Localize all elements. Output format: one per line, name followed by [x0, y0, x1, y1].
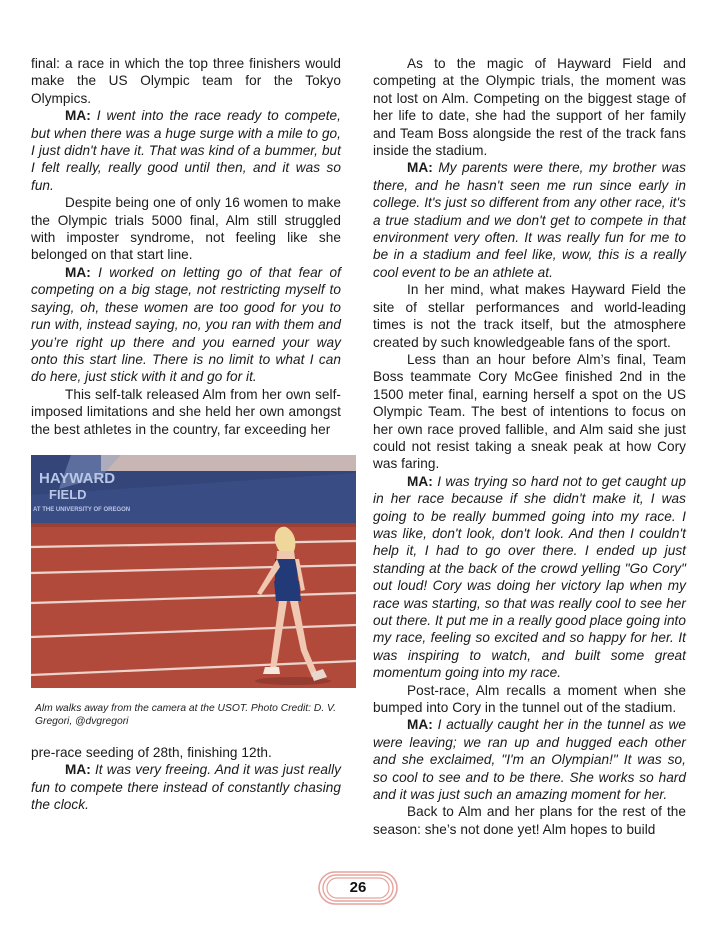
page-number: 26	[349, 879, 367, 896]
paragraph: Less than an hour before Alm’s final, Team Boss teammate Cory McGee finished 2nd in the 1500 meter final, earning herself a spot on the US Olympic Team. The best of intentions to focus on her own race proved fallible, and Alm said she just could not resist taking a sneak peak at how Cory was faring.	[373, 351, 686, 472]
paragraph: Back to Alm and her plans for the rest of the season: she’s not done yet! Alm hopes to build	[373, 804, 686, 837]
speaker-label: MA:	[407, 473, 433, 489]
paragraph: Despite being one of only 16 women to make the Olympic trials 5000 final, Alm still struggled with imposter syndrome, not feeling like she belonged on that start line.	[31, 195, 341, 263]
quote-text: I actually caught her in the tunnel as we were leaving; we ran up and hugged each other and she exclaimed, "I'm an Olympian!" It was so, so cool to see and to be there. She works so hard and it was just such an amazing moment for her.	[373, 717, 686, 803]
speaker-label: MA:	[65, 108, 91, 124]
page-number-badge	[318, 871, 398, 905]
paragraph: This self-talk released Alm from her own self-imposed limitations and she held her own amongst the best athletes in the country, far exceeding her	[31, 386, 341, 437]
quote-paragraph	[31, 107, 341, 194]
photo-caption: Alm walks away from the camera at the USOT. Photo Credit: D. V. Gregori, @dvgregori	[35, 703, 337, 728]
paragraph: As to the magic of Hayward Field and competing at the Olympic trials, the moment was not lost on Alm. Competing on the biggest stage of her life to date, she had the support of her family and Team Boss alongside the rest of the track fans inside the stadium.	[373, 56, 686, 159]
svg-text:FIELD: FIELD	[49, 487, 87, 502]
speaker-label: MA:	[407, 717, 433, 733]
quote-text: I went into the race ready to compete, but when there was a huge surge with a mile to go, I just didn't have it. That was kind of a bummer, but I felt really, really good until then, and it was so fun.	[31, 108, 341, 193]
quote-text: My parents were there, my brother was there, and he hasn't seen me run since early in college. It's just so different from any other race, it's a true stadium and we don't get to compete in that environment very often. It was really fun for me to be in a stadium and feel like, wow, this is a really cool event to be an athlete at.	[373, 160, 686, 280]
paragraph: Post-race, Alm recalls a moment when she bumped into Cory in the tunnel out of the stadium.	[373, 682, 686, 716]
paragraph: final: a race in which the top three finishers would make the US Olympic team for the Tokyo Olympics.	[31, 56, 341, 106]
left-column-text	[31, 55, 341, 438]
race-photo	[31, 455, 356, 688]
quote-text: It was very freeing. And it was just really fun to compete there instead of constantly chasing the clock.	[31, 762, 341, 813]
paragraph: In her mind, what makes Hayward Field the site of stellar performances and world-leading times is not the track itself, but the atmosphere created by such knowledgeable fans of the sport.	[373, 282, 686, 350]
left-column-bottom-text	[31, 744, 341, 814]
right-column-text	[373, 55, 686, 838]
speaker-label: MA:	[65, 762, 91, 778]
quote-paragraph	[31, 264, 341, 386]
quote-paragraph	[31, 761, 341, 813]
quote-text: I was trying so hard not to get caught up in her race because if she didn't make it, I was going to be really bummed going into my race. I was like, don't look, don't look. And then I couldn't help it, I had to go over there. I ended up just standing at the back of the crowd yelling "Go Cory" out loud! Cory was doing her victory lap when my race was starting, so that was really cool to see her out there. It put me in a really good place going into my race, feeling so excited and so happy for her. It was inspiring to watch, and built some great momentum going into my race.	[373, 473, 686, 681]
speaker-label: MA:	[65, 264, 91, 280]
quote-paragraph	[373, 159, 686, 281]
paragraph: pre-race seeding of 28th, finishing 12th.	[31, 745, 272, 760]
svg-text:AT THE UNIVERSITY OF OREGON: AT THE UNIVERSITY OF OREGON	[33, 507, 131, 513]
quote-paragraph	[373, 473, 686, 682]
svg-text:HAYWARD: HAYWARD	[39, 470, 116, 487]
quote-text: I worked on letting go of that fear of competing on a big stage, not restricting myself to saying, oh, these women are too good for you to run with, instead saying, no, you ran with them and you’re right up there and you earned your way onto this start line. There is no limit to what I can do here, just stick with it and go for it.	[31, 264, 341, 385]
quote-paragraph	[373, 716, 686, 803]
speaker-label: MA:	[407, 160, 433, 176]
